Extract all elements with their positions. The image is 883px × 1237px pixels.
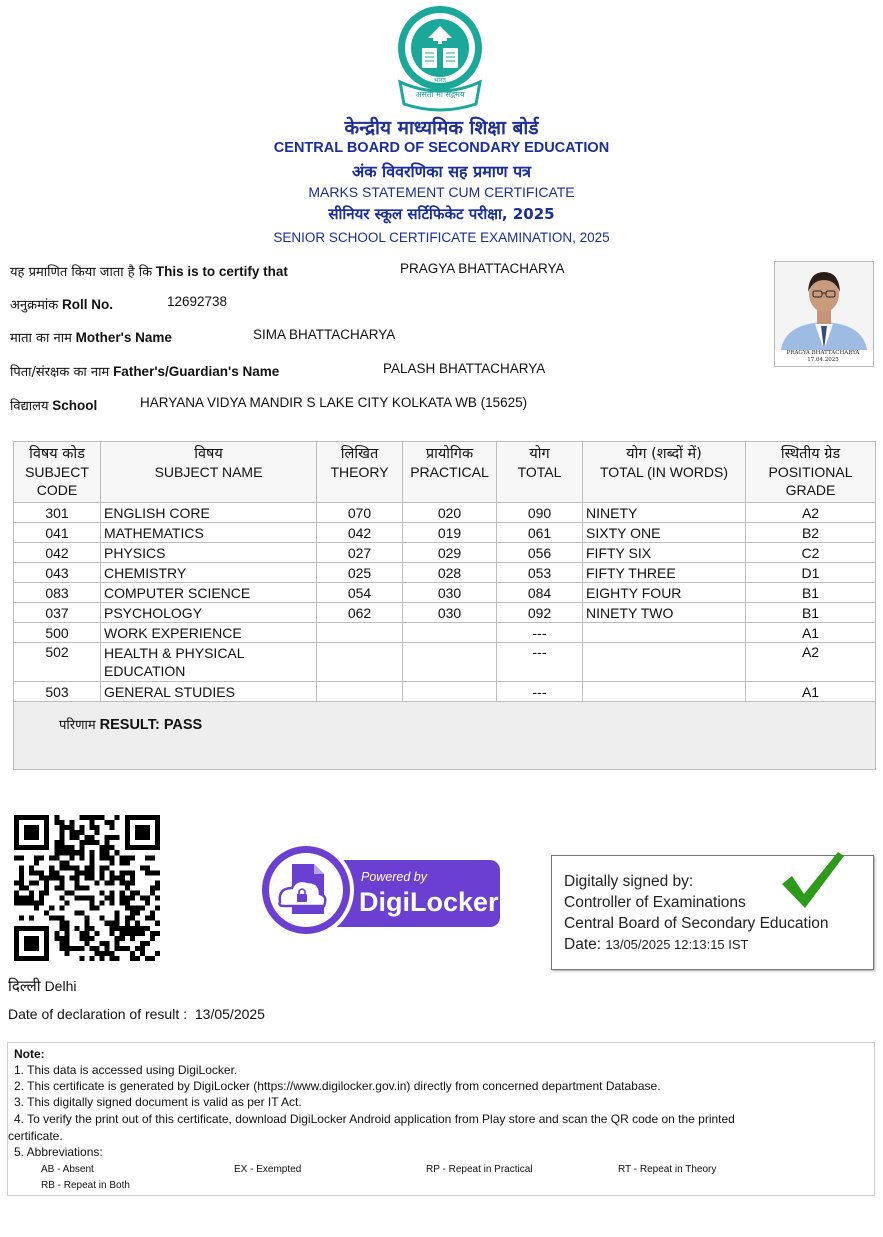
header-practical: प्रायोगिक PRACTICAL — [403, 442, 497, 503]
school-label-hindi: विद्यालय — [10, 399, 49, 414]
grade-cell: A2 — [746, 503, 876, 523]
photo-caption-name: PRAGYA BHATTACHARYA — [786, 350, 860, 356]
total-words-cell — [583, 643, 746, 682]
checkmark-icon — [778, 848, 846, 910]
subject-code-cell: 042 — [14, 543, 101, 563]
total-cell: 092 — [497, 603, 583, 623]
signature-line-3: Central Board of Secondary Education — [564, 915, 829, 932]
table-row — [14, 603, 876, 623]
theory-cell — [317, 643, 403, 682]
header-theory: लिखित THEORY — [317, 442, 403, 503]
header-subject-code: विषय कोड SUBJECT CODE — [14, 442, 101, 503]
total-cell: --- — [497, 643, 583, 682]
note-line-4-cont: certificate. — [8, 1129, 63, 1143]
roll-label-hindi: अनुक्रमांक — [10, 298, 59, 313]
subject-name-cell: COMPUTER SCIENCE — [101, 583, 317, 603]
result-value: RESULT: PASS — [99, 717, 203, 733]
subject-code-cell: 301 — [14, 503, 101, 523]
signature-date-value: 13/05/2025 12:13:15 IST — [605, 937, 749, 952]
grade-cell: A1 — [746, 682, 876, 702]
table-row — [14, 643, 876, 682]
total-words-cell — [583, 623, 746, 643]
candidate-name: PRAGYA BHATTACHARYA — [400, 261, 565, 276]
practical-cell — [403, 682, 497, 702]
marks-table — [13, 441, 876, 770]
exam-title-hindi: सीनियर स्कूल सर्टिफिकेट परीक्षा, 2025 — [328, 205, 555, 223]
abbreviation-item: RT - Repeat in Theory — [618, 1164, 717, 1175]
school-name: HARYANA VIDYA MANDIR S LAKE CITY KOLKATA WB (15625) — [140, 395, 528, 410]
board-name-hindi: केन्द्रीय माध्यमिक शिक्षा बोर्ड — [344, 117, 539, 139]
practical-cell: 020 — [403, 503, 497, 523]
certify-label-english: This is to certify that — [155, 264, 288, 279]
grade-cell: B2 — [746, 523, 876, 543]
digilocker-badge — [258, 840, 502, 942]
abbreviation-item: AB - Absent — [41, 1164, 94, 1175]
board-name-english: CENTRAL BOARD OF SECONDARY EDUCATION — [273, 140, 610, 156]
signature-line-2: Controller of Examinations — [564, 894, 746, 911]
theory-cell: 054 — [317, 583, 403, 603]
school-row — [10, 396, 97, 414]
signature-date-label: Date: — [564, 936, 602, 953]
photo-caption-date: 17.04.2025 — [807, 357, 839, 363]
qr-code[interactable] — [14, 815, 160, 961]
subject-name-cell: HEALTH & PHYSICAL EDUCATION — [101, 643, 317, 682]
theory-cell: 027 — [317, 543, 403, 563]
certify-label-hindi: यह प्रमाणित किया जाता है कि — [10, 265, 153, 280]
grade-cell: A2 — [746, 643, 876, 682]
practical-cell: 030 — [403, 583, 497, 603]
subject-code-cell: 502 — [14, 643, 101, 682]
grade-cell: A1 — [746, 623, 876, 643]
father-name: PALASH BHATTACHARYA — [383, 361, 546, 376]
mother-label-english: Mother's Name — [75, 330, 172, 345]
total-words-cell: FIFTY THREE — [583, 563, 746, 583]
theory-cell: 062 — [317, 603, 403, 623]
subject-name-cell: GENERAL STUDIES — [101, 682, 317, 702]
theory-cell — [317, 623, 403, 643]
digilocker-powered-by: Powered by — [361, 870, 428, 884]
exam-title-english: SENIOR SCHOOL CERTIFICATE EXAMINATION, 2025 — [273, 230, 610, 245]
total-cell: --- — [497, 623, 583, 643]
document-title-hindi: अंक विवरणिका सह प्रमाण पत्र — [351, 162, 532, 181]
grade-cell: D1 — [746, 563, 876, 583]
logo-motto: असतो मा सद्गमय — [415, 90, 465, 99]
header-total-words: योग (शब्दों में) TOTAL (IN WORDS) — [583, 442, 746, 503]
mother-name: SIMA BHATTACHARYA — [253, 327, 396, 342]
student-portrait-image — [775, 262, 873, 350]
abbreviation-item: EX - Exempted — [234, 1164, 302, 1175]
theory-cell: 042 — [317, 523, 403, 543]
subject-name-cell: MATHEMATICS — [101, 523, 317, 543]
digilocker-brand: DigiLocker — [359, 887, 499, 917]
practical-cell: 019 — [403, 523, 497, 543]
theory-cell: 070 — [317, 503, 403, 523]
subject-name-cell: PSYCHOLOGY — [101, 603, 317, 623]
total-cell: 090 — [497, 503, 583, 523]
mother-row — [10, 328, 172, 346]
total-cell: 053 — [497, 563, 583, 583]
result-cell — [14, 702, 876, 770]
total-words-cell: FIFTY SIX — [583, 543, 746, 563]
grade-cell: B1 — [746, 603, 876, 623]
certify-row — [10, 262, 288, 280]
photo-caption — [774, 350, 872, 364]
table-row — [14, 563, 876, 583]
practical-cell — [403, 643, 497, 682]
qr-finder-center — [24, 825, 39, 840]
place-english: Delhi — [44, 978, 77, 994]
practical-cell — [403, 623, 497, 643]
result-label-hindi: परिणाम — [59, 718, 96, 733]
place — [8, 976, 76, 996]
total-words-cell: NINETY TWO — [583, 603, 746, 623]
subject-code-cell: 503 — [14, 682, 101, 702]
note-line-5: 5. Abbreviations: — [14, 1145, 103, 1159]
roll-row — [10, 295, 113, 313]
subject-code-cell: 083 — [14, 583, 101, 603]
subject-code-cell: 037 — [14, 603, 101, 623]
roll-number: 12692738 — [167, 294, 228, 309]
header-total: योग TOTAL — [497, 442, 583, 503]
logo-country: भारत — [434, 77, 446, 84]
father-label-hindi: पिता/संरक्षक का नाम — [10, 365, 110, 380]
signature-line-1: Digitally signed by: — [564, 873, 694, 890]
subject-code-cell: 041 — [14, 523, 101, 543]
note-title: Note: — [14, 1047, 45, 1061]
place-hindi: दिल्ली — [8, 977, 41, 995]
document-title-english: MARKS STATEMENT CUM CERTIFICATE — [308, 184, 575, 200]
table-row — [14, 523, 876, 543]
subject-name-cell: CHEMISTRY — [101, 563, 317, 583]
subject-code-cell: 043 — [14, 563, 101, 583]
declaration-value: 13/05/2025 — [194, 1006, 265, 1022]
table-row — [14, 682, 876, 702]
declaration-date — [8, 1006, 265, 1022]
header-positional-grade: स्थितीय ग्रेड POSITIONAL GRADE — [746, 442, 876, 503]
table-header-row — [14, 442, 876, 503]
practical-cell: 028 — [403, 563, 497, 583]
total-words-cell: SIXTY ONE — [583, 523, 746, 543]
subject-name-cell: WORK EXPERIENCE — [101, 623, 317, 643]
total-cell: 056 — [497, 543, 583, 563]
qr-finder-center — [24, 936, 39, 951]
note-line-4: 4. To verify the print out of this certificate, download DigiLocker Android application from Play store and scan the QR code on the printed — [14, 1112, 735, 1126]
total-words-cell: EIGHTY FOUR — [583, 583, 746, 603]
roll-label-english: Roll No. — [62, 297, 114, 312]
total-cell: --- — [497, 682, 583, 702]
table-row — [14, 543, 876, 563]
father-row — [10, 362, 279, 380]
grade-cell: B1 — [746, 583, 876, 603]
table-row — [14, 503, 876, 523]
note-line-2: 2. This certificate is generated by DigiLocker (https://www.digilocker.gov.in) directly from concerned department Database. — [14, 1079, 661, 1093]
cbse-logo — [392, 4, 488, 112]
subject-name-cell: ENGLISH CORE — [101, 503, 317, 523]
school-label-english: School — [52, 398, 98, 413]
signature-date — [564, 936, 749, 954]
qr-finder-center — [135, 825, 150, 840]
abbreviation-item: RP - Repeat in Practical — [426, 1164, 533, 1175]
mother-label-hindi: माता का नाम — [10, 331, 72, 346]
total-cell: 084 — [497, 583, 583, 603]
abbreviation-item: RB - Repeat in Both — [41, 1180, 130, 1191]
total-cell: 061 — [497, 523, 583, 543]
result-row — [14, 702, 876, 770]
theory-cell: 025 — [317, 563, 403, 583]
subject-code-cell: 500 — [14, 623, 101, 643]
total-words-cell: NINETY — [583, 503, 746, 523]
table-row — [14, 623, 876, 643]
note-box — [7, 1042, 875, 1196]
practical-cell: 029 — [403, 543, 497, 563]
total-words-cell — [583, 682, 746, 702]
note-line-1: 1. This data is accessed using DigiLocker. — [14, 1063, 238, 1077]
subject-name-cell: PHYSICS — [101, 543, 317, 563]
header-subject-name: विषय SUBJECT NAME — [101, 442, 317, 503]
father-label-english: Father's/Guardian's Name — [113, 364, 280, 379]
note-line-3: 3. This digitally signed document is valid as per IT Act. — [14, 1095, 302, 1109]
declaration-label: Date of declaration of result : — [8, 1006, 187, 1022]
practical-cell: 030 — [403, 603, 497, 623]
table-row — [14, 583, 876, 603]
grade-cell: C2 — [746, 543, 876, 563]
theory-cell — [317, 682, 403, 702]
